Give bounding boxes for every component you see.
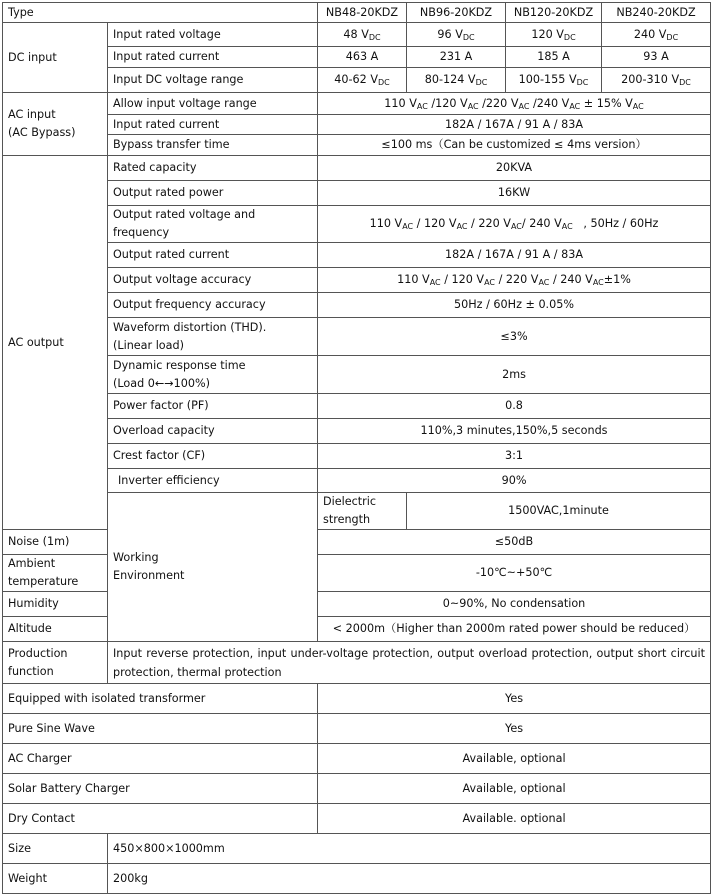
type-label: Type <box>3 3 318 23</box>
altitude-value: < 2000m（Higher than 2000m rated power should be reduced） <box>318 617 711 642</box>
table-row <box>3 318 711 356</box>
noise-value: ≤50dB <box>318 530 711 555</box>
weight-label: Weight <box>3 864 108 894</box>
feature-value: Yes <box>318 684 711 714</box>
table-row <box>3 714 711 744</box>
row-label: Input DC voltage range <box>108 68 318 93</box>
row-label: Waveform distortion (THD). (Linear load) <box>108 318 318 356</box>
row-label: Overload capacity <box>108 419 318 444</box>
model-3: NB120-20KDZ <box>506 3 602 23</box>
group-ac-input: AC input (AC Bypass) <box>3 93 108 156</box>
row-label: Power factor (PF) <box>108 394 318 419</box>
table-row <box>3 493 711 530</box>
size-label: Size <box>3 834 108 864</box>
feature-value: Yes <box>318 714 711 744</box>
rated-power-value: 16KW <box>318 181 711 206</box>
dc-voltage-2: 96 $V_{DC}$ <box>407 23 506 47</box>
dielectric-value: 1500VAC,1minute <box>407 493 711 530</box>
dc-voltage-4: 240 $V_{DC}$ <box>602 23 711 47</box>
row-label: Bypass transfer time <box>108 135 318 156</box>
table-row <box>3 684 711 714</box>
freq-accuracy-value: 50Hz / 60Hz ± 0.05% <box>318 293 711 318</box>
table-header-row <box>3 3 711 23</box>
crest-factor-value: 3:1 <box>318 444 711 469</box>
row-label: Output rated voltage and frequency <box>108 206 318 243</box>
row-label: Ambient temperature <box>3 555 108 592</box>
table-row <box>3 774 711 804</box>
production-function-value: Input reverse protection, input under-voltage protection, output overload protection, output short circuit protection, thermal protection <box>108 642 711 684</box>
output-current-value: 182A / 167A / 91 A / 83A <box>318 243 711 268</box>
spec-table <box>2 2 711 894</box>
inverter-efficiency-value: 90% <box>318 469 711 493</box>
ac-input-current-value: 182A / 167A / 91 A / 83A <box>318 115 711 135</box>
row-label: Output rated power <box>108 181 318 206</box>
table-row <box>3 642 711 684</box>
row-label: Dielectric strength <box>318 493 407 530</box>
rated-voltage-freq-value: 110 $V_{AC} / 120$ $V_{AC} / 220$ $V_{AC}/$ 240 $V_{AC}$ , 50Hz / 60Hz <box>318 206 711 243</box>
row-label: Dynamic response time (Load 0←→100%) <box>108 356 318 394</box>
production-function-label: Production function <box>3 642 108 684</box>
row-label: Humidity <box>3 592 108 617</box>
feature-value: Available, optional <box>318 774 711 804</box>
table-row <box>3 23 711 47</box>
humidity-value: 0~90%, No condensation <box>318 592 711 617</box>
dc-range-4: 200-310 $V_{DC}$ <box>602 68 711 93</box>
table-row <box>3 47 711 68</box>
row-label: Output frequency accuracy <box>108 293 318 318</box>
table-row <box>3 834 711 864</box>
ambient-temp-value: -10℃~+50℃ <box>318 555 711 592</box>
dc-current-3: 185 A <box>506 47 602 68</box>
dc-voltage-1: 48 $V_{DC}$ <box>318 23 407 47</box>
table-row <box>3 293 711 318</box>
row-label: Altitude <box>3 617 108 642</box>
table-row <box>3 469 711 493</box>
thd-value: ≤3% <box>318 318 711 356</box>
table-row <box>3 135 711 156</box>
group-working-environment: Working Environment <box>108 493 318 642</box>
row-label: Noise (1m) <box>3 530 108 555</box>
dc-voltage-3: 120 $V_{DC}$ <box>506 23 602 47</box>
row-label: Input rated voltage <box>108 23 318 47</box>
dc-range-1: 40-62 $V_{DC}$ <box>318 68 407 93</box>
feature-label: Equipped with isolated transformer <box>3 684 318 714</box>
rated-capacity-value: 20KVA <box>318 156 711 181</box>
table-row <box>3 744 711 774</box>
table-row <box>3 243 711 268</box>
row-label: Output rated current <box>108 243 318 268</box>
dc-current-2: 231 A <box>407 47 506 68</box>
table-row <box>3 181 711 206</box>
model-2: NB96-20KDZ <box>407 3 506 23</box>
row-label: Input rated current <box>108 47 318 68</box>
feature-label: AC Charger <box>3 744 318 774</box>
feature-value: Available, optional <box>318 744 711 774</box>
row-label: Allow input voltage range <box>108 93 318 115</box>
table-row <box>3 444 711 469</box>
table-row <box>3 419 711 444</box>
table-row <box>3 156 711 181</box>
feature-label: Pure Sine Wave <box>3 714 318 744</box>
feature-label: Solar Battery Charger <box>3 774 318 804</box>
ac-input-range-value: 110 $V_{AC}$ /120 $V_{AC}$ /220 $V_{AC}$ /240 $V_{AC} \pm 15\%$ $V_{AC}$ <box>318 93 711 115</box>
table-row <box>3 206 711 243</box>
dc-range-2: 80-124 $V_{DC}$ <box>407 68 506 93</box>
dc-current-4: 93 A <box>602 47 711 68</box>
table-row <box>3 68 711 93</box>
table-row <box>3 268 711 293</box>
table-row <box>3 864 711 894</box>
table-row <box>3 394 711 419</box>
dynamic-response-value: 2ms <box>318 356 711 394</box>
table-row <box>3 115 711 135</box>
dc-current-1: 463 A <box>318 47 407 68</box>
bypass-transfer-value: ≤100 ms（Can be customized ≤ 4ms version） <box>318 135 711 156</box>
group-ac-output: AC output <box>3 156 108 530</box>
overload-value: 110%,3 minutes,150%,5 seconds <box>318 419 711 444</box>
voltage-accuracy-value: 110 $V_{AC} / 120$ $V_{AC} / 220$ $V_{AC} / 240$ $V_{AC}\pm 1\%$ <box>318 268 711 293</box>
feature-label: Dry Contact <box>3 804 318 834</box>
feature-value: Available. optional <box>318 804 711 834</box>
table-row <box>3 356 711 394</box>
weight-value: 200kg <box>108 864 711 894</box>
row-label: Input rated current <box>108 115 318 135</box>
table-row <box>3 804 711 834</box>
dc-range-3: 100-155 $V_{DC}$ <box>506 68 602 93</box>
size-value: 450×800×1000mm <box>108 834 711 864</box>
group-dc-input: DC input <box>3 23 108 93</box>
model-4: NB240-20KDZ <box>602 3 711 23</box>
row-label: Output voltage accuracy <box>108 268 318 293</box>
power-factor-value: 0.8 <box>318 394 711 419</box>
row-label: Inverter efficiency <box>108 469 318 493</box>
row-label: Crest factor (CF) <box>108 444 318 469</box>
model-1: NB48-20KDZ <box>318 3 407 23</box>
row-label: Rated capacity <box>108 156 318 181</box>
table-row <box>3 93 711 115</box>
